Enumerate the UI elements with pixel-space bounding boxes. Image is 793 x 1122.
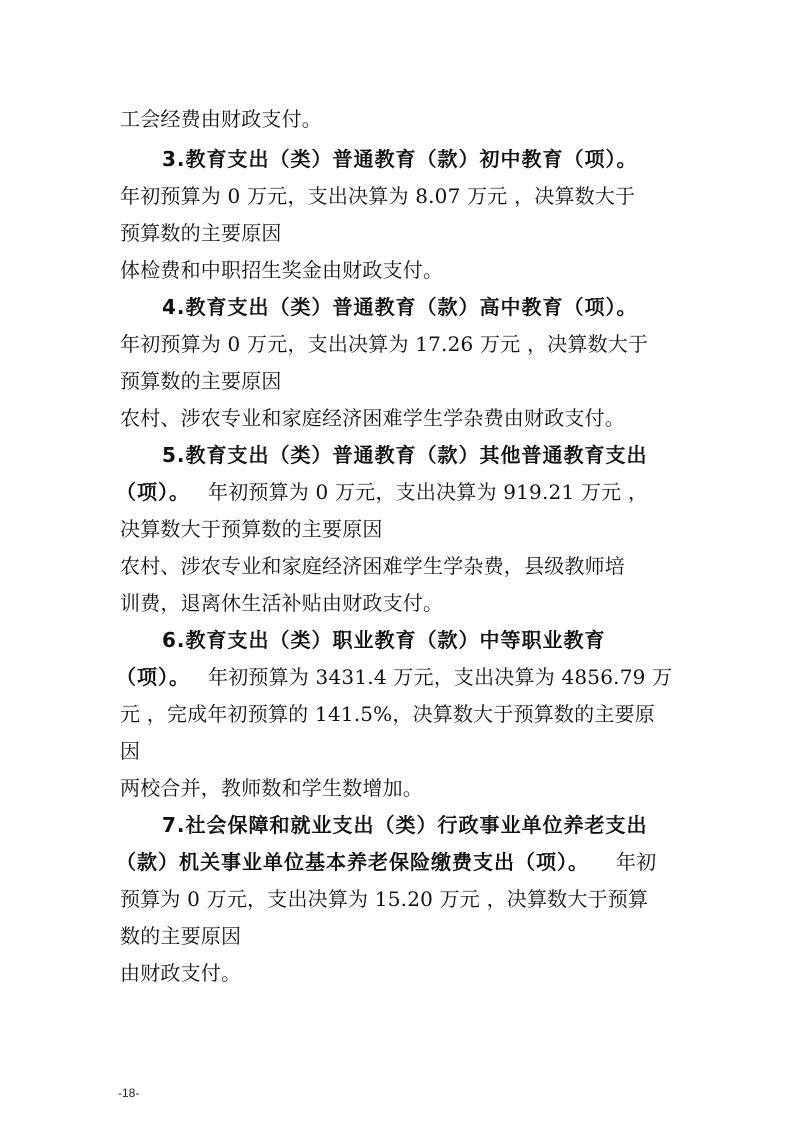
text-line: 体检费和中职招生奖金由财政支付。 xyxy=(120,258,444,282)
text-line: 年初预算为 0 万元，支出决算为 17.26 万元 ，决算数大于 xyxy=(120,332,649,356)
section-heading-3: 3.教育支出（类）普通教育（款）初中教育（项）。 xyxy=(162,147,638,171)
text-line: 由财政支付。 xyxy=(120,961,242,985)
text-line: 决算数大于预算数的主要原因 xyxy=(120,517,383,541)
text-line: 训费，退离休生活补贴由财政支付。 xyxy=(120,591,444,615)
section-heading-6: 6.教育支出（类）职业教育（款）中等职业教育 xyxy=(162,628,606,652)
text-line: 预算为 0 万元，支出决算为 15.20 万元 ，决算数大于预算 xyxy=(120,887,649,911)
text-line: 工会经费由财政支付。 xyxy=(120,107,322,131)
page-number: -18- xyxy=(118,1086,140,1100)
section-heading-7: 7.社会保障和就业支出（类）行政事业单位养老支出 xyxy=(162,813,648,837)
text-line: 农村、涉农专业和家庭经济困难学生学杂费由财政支付。 xyxy=(120,406,625,430)
text-line: 因 xyxy=(120,739,141,763)
section-heading-7-cont: （款）机关事业单位基本养老保险缴费支出（项）。 xyxy=(116,850,589,874)
section-heading-4: 4.教育支出（类）普通教育（款）高中教育（项）。 xyxy=(162,295,638,319)
section-heading-6-cont: （项）。 xyxy=(116,665,190,689)
section-heading-5-cont: （项）。 xyxy=(116,480,190,504)
text-line: 年初预算为 3431.4 万元，支出决算为 4856.79 万 xyxy=(208,665,673,689)
text-line: 两校合并，教师数和学生数增加。 xyxy=(120,776,423,800)
text-line: 预算数的主要原因 xyxy=(120,369,282,393)
text-line: 年初预算为 0 万元，支出决算为 919.21 万元 ， xyxy=(208,480,649,504)
text-line: 元 ，完成年初预算的 141.5%，决算数大于预算数的主要原 xyxy=(120,702,655,726)
text-line: 数的主要原因 xyxy=(120,924,242,948)
text-line: 年初预算为 0 万元，支出决算为 8.07 万元 ，决算数大于 xyxy=(120,184,636,208)
section-heading-5: 5.教育支出（类）普通教育（款）其他普通教育支出 xyxy=(162,443,648,467)
text-line: 预算数的主要原因 xyxy=(120,221,282,245)
text-line: 年初 xyxy=(616,850,657,874)
text-line: 农村、涉农专业和家庭经济困难学生学杂费，县级教师培 xyxy=(120,554,625,578)
